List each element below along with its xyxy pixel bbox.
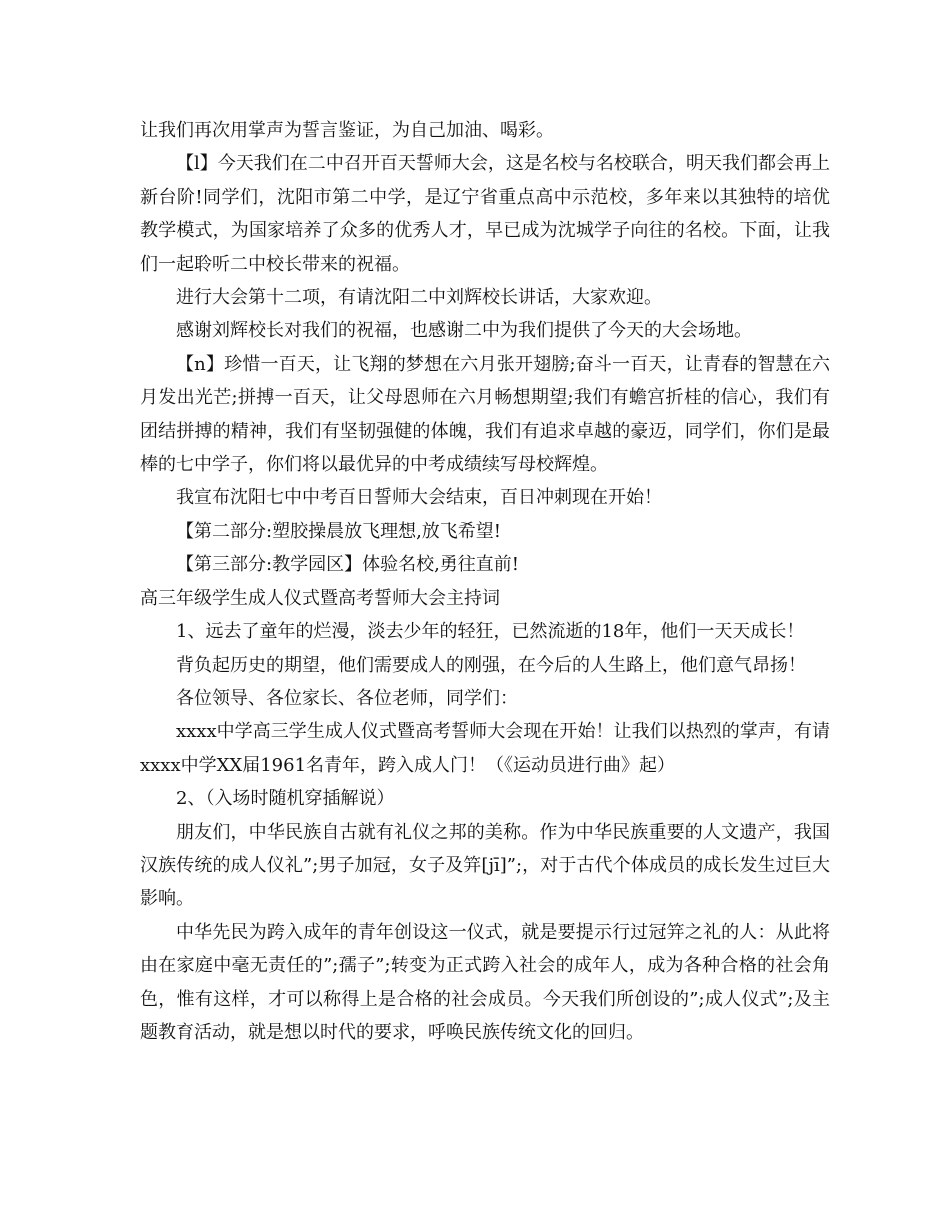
- paragraph: 各位领导、各位家长、各位老师，同学们：: [176, 687, 518, 709]
- paragraph: 感谢刘辉校长对我们的祝福，也感谢二中为我们提供了今天的大会场地。: [176, 320, 752, 342]
- paragraph: 我宣布沈阳七中中考百日誓师大会结束，百日冲刺现在开始！: [176, 487, 662, 509]
- paragraph: 1、远去了童年的烂漫，淡去少年的轻狂，已然流逝的18年，他们一天天成长！: [176, 621, 805, 643]
- paragraph: 【第三部分:教学园区】体验名校,勇往直前!: [176, 554, 520, 576]
- paragraph: 让我们再次用掌声为誓言鉴证，为自己加油、喝彩。: [140, 120, 554, 141]
- paragraph: 【l】今天我们在二中召开百天誓师大会，这是名校与名校联合，明天我们都会再上新台阶!同学们，沈阳市第二中学，是辽宁省重点高中示范校，多年来以其独特的培优教学模式，为国家培养了众多的优秀人才，早已成为沈城学子向往的名校。下面，让我们一起聆听二中校长带来的祝福。: [140, 153, 830, 275]
- paragraph: 【第二部分:塑胶操晨放飞理想,放飞希望!: [176, 520, 502, 542]
- document-body: [140, 114, 830, 1049]
- paragraph: xxxx中学高三学生成人仪式暨高考誓师大会现在开始！让我们以热烈的掌声，有请xxxx中学XX届1961名青年，跨入成人门！（《运动员进行曲》起）: [140, 721, 830, 776]
- paragraph: 背负起历史的期望，他们需要成人的刚强，在今后的人生路上，他们意气昂扬！: [176, 654, 806, 676]
- paragraph: 【n】珍惜一百天，让飞翔的梦想在六月张开翅膀;奋斗一百天，让青春的智慧在六月发出光芒;拼搏一百天，让父母恩师在六月畅想期望;我们有蟾宫折桂的信心，我们有团结拼搏的精神，我们有坚韧强健的体魄，我们有追求卓越的豪迈，同学们，你们是最棒的七中学子，你们将以最优异的中考成绩续写母校辉煌。: [140, 353, 830, 476]
- paragraph: 朋友们，中华民族自古就有礼仪之邦的美称。作为中华民族重要的人文遗产，我国汉族传统的成人仪礼”;男子加冠，女子及笄[jī]”;，对于古代个体成员的成长发生过巨大影响。: [140, 821, 830, 910]
- paragraph: 中华先民为跨入成年的青年创设这一仪式，就是要提示行过冠笄之礼的人：从此将由在家庭中毫无责任的”;孺子”;转变为正式跨入社会的成年人，成为各种合格的社会角色，惟有这样，才可以称得上是合格的社会成员。今天我们所创设的”;成人仪式”;及主题教育活动，就是想以时代的要求，呼唤民族传统文化的回归。: [140, 921, 830, 1043]
- paragraph: 进行大会第十二项，有请沈阳二中刘辉校长讲话，大家欢迎。: [176, 287, 662, 309]
- paragraph: 2、（入场时随机穿插解说）: [176, 788, 395, 810]
- section-heading: 高三年级学生成人仪式暨高考誓师大会主持词: [140, 587, 500, 609]
